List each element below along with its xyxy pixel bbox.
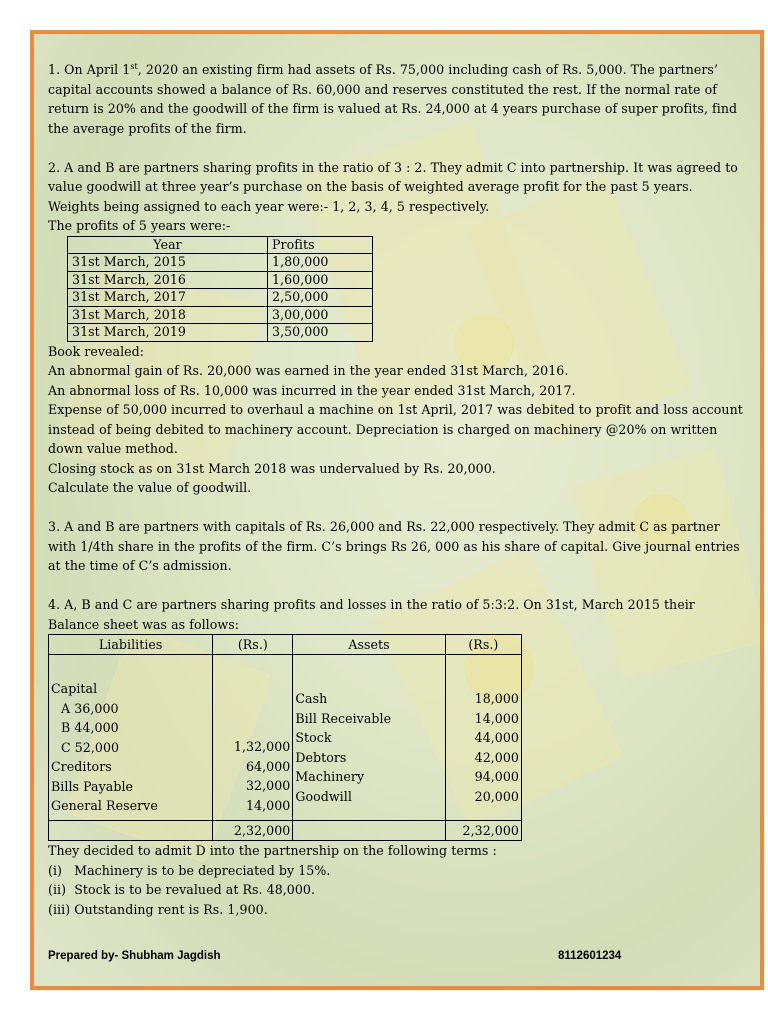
note-line: An abnormal loss of Rs. 10,000 was incurred in the year ended 31st March, 2017.: [48, 382, 576, 398]
question-4-intro: 4. A, B and C are partners sharing profits and losses in the ratio of 5:3:2. On 31st, March 2015 their Balance sheet was as follows:: [48, 597, 695, 632]
question-2-intro: 2. A and B are partners sharing profits in the ratio of 3 : 2. They admit C into partnership. It was agreed to value goodwill at three year’s purchase on the basis of weighted average profit for the past 5 years. Weights being assigned to each year were:- 1, 2, 3, 4, 5 respectively.: [48, 159, 738, 214]
profits-header: Profits: [268, 236, 373, 254]
term-item: (iii) Outstanding rent is Rs. 1,900.: [48, 901, 268, 917]
table-body-row: [49, 655, 522, 821]
profits-caption: The profits of 5 years were:-: [48, 218, 231, 233]
asset-amounts-cell: 18,000 14,000 44,000 42,000 94,000 20,000: [445, 655, 521, 821]
note-line: Book revealed:: [48, 343, 145, 359]
author-credit: Prepared by- Shubham Jagdish: [48, 950, 221, 962]
terms-intro: They decided to admit D into the partnership on the following terms :: [48, 843, 497, 858]
page-frame: [30, 30, 764, 990]
phone-number: 8112601234: [558, 950, 622, 962]
question-1: 1. On April 1st, 2020 an existing firm had assets of Rs. 75,000 including cash of Rs. 5,000. The partners’ capital accounts showed a balance of Rs. 60,000 and reserves constituted the rest. If the normal rate of return is 20% and the goodwill of the firm is valued at Rs. 24,000 at 4 years purchase of super profits, find the average profits of the firm.: [48, 61, 738, 136]
term-item: (ii) Stock is to be revalued at Rs. 48,000.: [48, 882, 316, 897]
question-3: 3. A and B are partners with capitals of Rs. 26,000 and Rs. 22,000 respectively. They admit C as partner with 1/4th share in the profits of the firm. C’s brings Rs 26, 000 as his share of capital. Give journal entries at the time of C’s admission.: [48, 519, 740, 573]
assets-cell: Cash Bill Receivable Stock Debtors Machinery Goodwill: [293, 655, 445, 821]
totals-row: [49, 820, 522, 841]
note-line: An abnormal gain of Rs. 20,000 was earned in the year ended 31st March, 2016.: [48, 363, 569, 378]
note-line: Closing stock as on 31st March 2018 was undervalued by Rs. 20,000.: [48, 460, 496, 476]
total-assets: 2,32,000: [445, 820, 521, 841]
table-row: 31st March, 2015 1,80,000: [68, 254, 373, 272]
note-line: Calculate the value of goodwill.: [48, 480, 252, 495]
table-row: 31st March, 2019 3,50,000: [68, 324, 373, 342]
term-item: (i) Machinery is to be depreciated by 15%.: [48, 862, 331, 878]
note-line: Expense of 50,000 incurred to overhaul a machine on 1st April, 2017 was debited to profit and loss account instead of being debited to machinery account. Depreciation is charged on machinery @20% on written down value method.: [48, 402, 743, 456]
year-header: Year: [68, 236, 268, 254]
page-footer: [48, 950, 746, 962]
assets-amount-header: (Rs.): [445, 635, 521, 655]
table-header-row: [49, 635, 522, 655]
table-row: 31st March, 2017 2,50,000: [68, 289, 373, 307]
assets-header: Assets: [293, 635, 445, 655]
table-row: 31st March, 2016 1,60,000: [68, 271, 373, 289]
total-liabilities: 2,32,000: [213, 820, 293, 841]
liabilities-amount-header: (Rs.): [213, 635, 293, 655]
table-row: 31st March, 2018 3,00,000: [68, 306, 373, 324]
table-header-row: [68, 236, 373, 254]
profits-table: [67, 236, 373, 342]
balance-sheet-table: [48, 634, 522, 841]
liability-amounts-cell: 1,32,000 64,000 32,000 14,000: [213, 655, 293, 821]
question-content: [48, 60, 748, 919]
liabilities-cell: Capital A 36,000 B 44,000 C 52,000 Creditors Bills Payable General Reserve: [49, 655, 213, 821]
liabilities-header: Liabilities: [49, 635, 213, 655]
